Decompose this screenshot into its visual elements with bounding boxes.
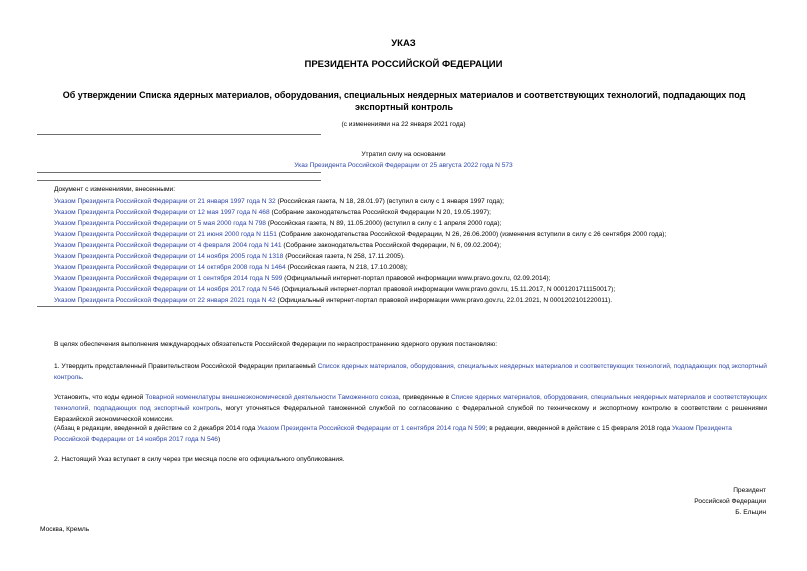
list-link-2[interactable]: Списке ядерных материалов, оборудования, специальных неядерных материалов и соответствующих технологий, подпадающих под экспортный контроль [54,394,767,412]
amendment-link-599[interactable]: Указом Президента Российской Федерации от 1 сентября 2014 года N 599 [257,425,486,432]
document-subject: Об утверждении Списка ядерных материалов, оборудования, специальных неядерных материалов и соответствующих технологий, подпадающих под экспортный контроль [62,90,746,112]
divider [37,306,321,307]
revision-status: (с изменениями на 22 января 2021 года) [341,121,466,128]
amendment-note: (Российская газета, N 89, 11.05.2000) (вступил в силу с 1 апреля 2000 года); [265,220,502,227]
amendment-note: (Собрание законодательства Российской Федерации, N 6, 09.02.2004); [281,242,502,249]
amendment-note: (Собрание законодательства Российской Федерации N 20, 19.05.1997); [269,209,491,216]
lost-force-link[interactable]: Указ Президента Российской Федерации от 25 августа 2022 года N 573 [294,162,513,169]
amendment-link[interactable]: Указом Президента Российской Федерации от 22 января 2021 года N 42 [54,297,276,304]
lost-force-label: Утратил силу на основании [361,151,446,158]
amendment-link[interactable]: Указом Президента Российской Федерации от 21 июня 2000 года N 1151 [54,231,277,238]
amendment-note: (Официальный интернет-портал правовой информации www.pravo.gov.ru, 22.01.2021, N 0001202101220011). [275,297,613,304]
paragraph-2-mid: , приведенные в [398,394,452,401]
amendment-link[interactable]: Указом Президента Российской Федерации от 14 ноября 2005 года N 1318 [54,253,284,260]
paragraph-2-text: Установить, что коды единой [54,394,146,401]
paragraph-3-end: ) [217,436,221,443]
amendment-item [54,196,666,207]
amendment-item [54,218,666,229]
amendment-note: (Официальный интернет-портал правовой информации www.pravo.gov.ru, 02.09.2014); [282,275,551,282]
signature-name: Б. Ельцин [735,509,766,516]
amendment-link[interactable]: Указом Президента Российской Федерации от 12 мая 1997 года N 468 [54,209,270,216]
divider [37,180,321,181]
signature-country: Российской Федерации [694,498,766,505]
amendments-heading: Документ с изменениями, внесенными: [54,186,176,193]
divider [37,134,321,135]
amendment-item [54,207,666,218]
amendment-note: (Собрание законодательства Российской Федерации, N 26, 26.06.2000) (изменения вступили в силу с 26 сентября 2000 года); [276,231,667,238]
amendment-item [54,229,666,240]
signing-place: Москва, Кремль [40,526,90,533]
amendment-item [54,295,666,306]
amendments-list [54,196,666,306]
amendment-link[interactable]: Указом Президента Российской Федерации от 14 ноября 2017 года N 546 [54,286,280,293]
paragraph-1 [54,361,767,383]
amendment-link-546[interactable]: Указом Президента Российской Федерации от 14 ноября 2017 года N 546 [54,425,732,443]
tnved-link[interactable]: Товарной номенклатуры внешнеэкономической деятельности Таможенного союза [145,394,399,401]
document-type-title: УКАЗ [391,38,416,49]
paragraph-1-end: . [81,374,84,381]
issuer-title: ПРЕЗИДЕНТА РОССИЙСКОЙ ФЕДЕРАЦИИ [304,59,503,70]
lost-force-block [0,149,807,171]
preamble: В целях обеспечения выполнения международных обязательств Российской Федерации по нераспространению ядерного оружия постановляю: [54,341,498,348]
signature-block [694,485,766,518]
paragraph-3-mid: ; в редакции, введенной в действие с 15 февраля 2018 года [485,425,673,432]
amendment-item [54,240,666,251]
amendment-item [54,273,666,284]
list-link[interactable]: Список ядерных материалов, оборудования, специальных неядерных материалов и соответствующих технологий, подпадающих под экспортный контроль [54,363,767,381]
amendment-note: (Официальный интернет-портал правовой информации www.pravo.gov.ru, 15.11.2017, N 0001201711150017); [279,286,616,293]
amendment-link[interactable]: Указом Президента Российской Федерации от 21 января 1997 года N 32 [54,198,276,205]
paragraph-3-text: (Абзац в редакции, введенной в действие со 2 декабря 2014 года [54,425,258,432]
amendment-link[interactable]: Указом Президента Российской Федерации от 14 октября 2008 года N 1464 [54,264,286,271]
paragraph-3 [54,423,767,445]
amendment-link[interactable]: Указом Президента Российской Федерации от 4 февраля 2004 года N 141 [54,242,282,249]
paragraph-4: 2. Настоящий Указ вступает в силу через три месяца после его официального опубликования. [54,456,345,463]
amendment-item [54,262,666,273]
signature-title: Президент [733,487,766,494]
amendment-note: (Российская газета, N 218, 17.10.2008); [285,264,408,271]
amendment-note: (Российская газета, N 258, 17.11.2005). [283,253,405,260]
paragraph-1-text: 1. Утвердить представленный Правительством Российской Федерации прилагаемый [54,363,318,370]
amendment-link[interactable]: Указом Президента Российской Федерации от 5 мая 2000 года N 798 [54,220,266,227]
amendment-link[interactable]: Указом Президента Российской Федерации от 1 сентября 2014 года N 599 [54,275,283,282]
amendment-note: (Российская газета, N 18, 28.01.97) (вступил в силу с 1 января 1997 года); [275,198,504,205]
amendment-item [54,251,666,262]
paragraph-2 [54,392,767,425]
paragraph-2-end: , могут уточняться Федеральной таможенной службой по согласованию с Федеральной службой по техническому и экспортному контролю в соответствии с решениями Евразийской экономической комиссии. [54,405,767,423]
divider [37,172,321,173]
amendment-item [54,284,666,295]
